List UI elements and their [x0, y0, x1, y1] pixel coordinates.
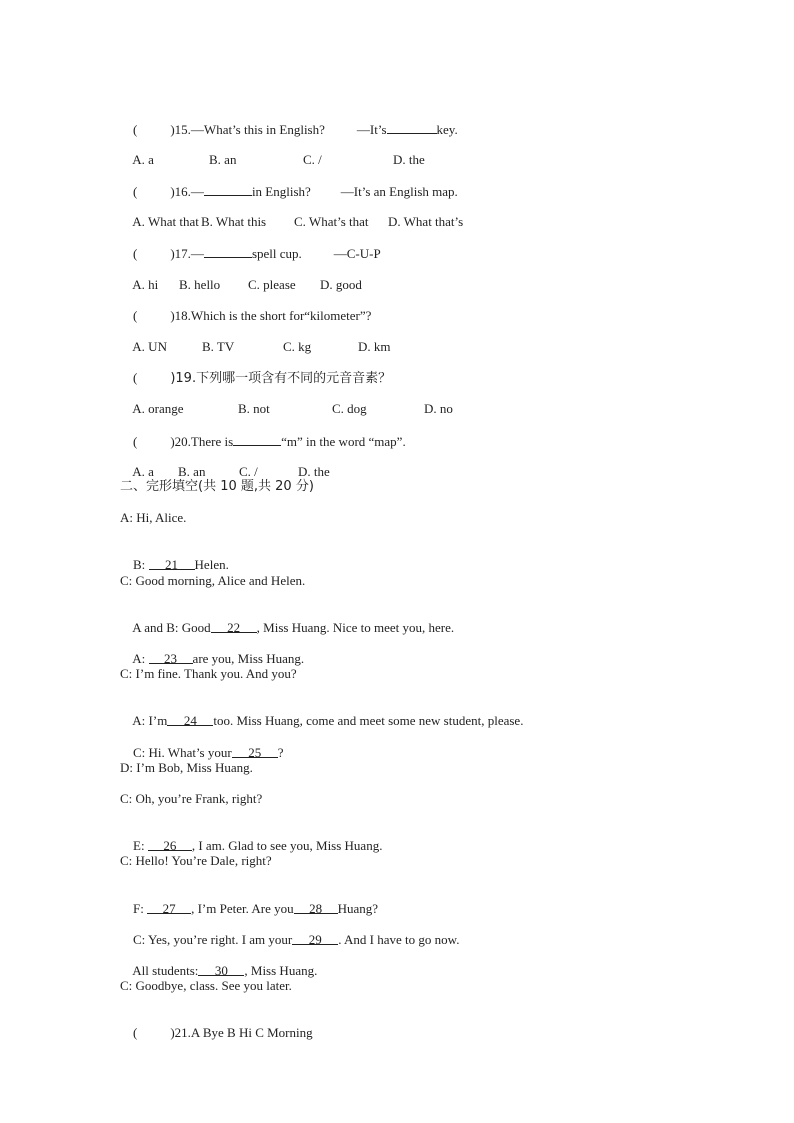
fill-blank[interactable]	[233, 433, 281, 446]
question-21	[120, 1009, 313, 1057]
answer-paren-open: (	[133, 184, 138, 199]
dialogue-line: C: Yes, you’re right. I am your 29 . And I have to go now.	[133, 932, 460, 947]
dialogue-line: All students: 30 , Miss Huang.	[132, 963, 318, 978]
question-text: )17.—	[170, 246, 204, 261]
dialogue-line: B: 21 Helen.	[133, 557, 229, 572]
answer-text: —C-U-P	[333, 246, 381, 261]
option-b: B. TV	[202, 339, 235, 354]
blank-29[interactable]: 29	[292, 932, 338, 945]
dialogue-line: E: 26 , I am. Glad to see you, Miss Huang.	[133, 838, 383, 853]
answer-text: —It’s	[356, 122, 387, 137]
option-b: B. not	[238, 401, 270, 416]
dialogue-line: A: 23 are you, Miss Huang.	[132, 651, 305, 666]
option-c: C. dog	[332, 401, 367, 416]
blank-24[interactable]: 24	[167, 713, 213, 726]
question-tail: key.	[436, 122, 458, 137]
dialogue-line: C: Hi. What’s your 25 ?	[133, 745, 284, 760]
dialogue-line: C: Good morning, Alice and Helen.	[120, 573, 306, 588]
dialogue-line: A: I’m 24 too. Miss Huang, come and meet some new student, please.	[132, 713, 524, 728]
question-text: )16.—	[170, 184, 204, 199]
blank-26[interactable]: 26	[148, 838, 192, 851]
question-text: )18.Which is the short for“kilometer”?	[170, 308, 372, 323]
blank-30[interactable]: 30	[198, 963, 244, 976]
section-heading: 二、完形填空(共 10 题,共 20 分)	[120, 479, 314, 494]
option-a: A. UN	[132, 339, 167, 354]
dialogue-line: D: I’m Bob, Miss Huang.	[120, 760, 253, 775]
answer-paren-open: (	[133, 370, 138, 385]
option-c: C. What’s that	[294, 214, 369, 229]
option-c: C. /	[239, 464, 258, 479]
fill-blank[interactable]	[387, 121, 437, 134]
question-tail: spell cup.	[251, 246, 302, 261]
option-b: B. hello	[179, 277, 221, 292]
blank-21[interactable]: 21	[149, 557, 195, 570]
question-text: )21.A Bye B Hi C Morning	[170, 1025, 313, 1040]
blank-22[interactable]: 22	[211, 620, 257, 633]
answer-paren-open: (	[133, 122, 138, 137]
answer-paren-open: (	[133, 308, 138, 323]
option-a: A. hi	[132, 277, 159, 292]
option-a: A. a	[132, 152, 154, 167]
option-c: C. please	[248, 277, 296, 292]
blank-27[interactable]: 27	[147, 901, 191, 914]
question-tail: in English?	[251, 184, 311, 199]
answer-paren-open: (	[133, 246, 138, 261]
option-d: D. no	[424, 401, 453, 416]
question-text: )20.There is	[170, 434, 234, 449]
question-15	[120, 105, 458, 154]
option-d: D. the	[298, 464, 330, 479]
question-17	[120, 229, 381, 278]
option-c: C. kg	[283, 339, 312, 354]
dialogue-line: F: 27 , I’m Peter. Are you 28 Huang?	[133, 901, 379, 916]
option-d: D. good	[320, 277, 362, 292]
option-a: A. a	[132, 464, 154, 479]
blank-23[interactable]: 23	[149, 651, 193, 664]
option-d: D. km	[358, 339, 391, 354]
answer-paren-open: (	[133, 434, 138, 449]
option-b: B. an	[178, 464, 206, 479]
dialogue-line: C: Goodbye, class. See you later.	[120, 978, 292, 993]
question-text: )19.下列哪一项含有不同的元音音素？	[170, 371, 392, 386]
question-text: )15.—What’s this in English?	[170, 122, 325, 137]
dialogue-line: C: Hello! You’re Dale, right?	[120, 853, 272, 868]
fill-blank[interactable]	[204, 245, 252, 258]
dialogue-line: C: I’m fine. Thank you. And you?	[120, 666, 297, 681]
option-d: D. the	[393, 152, 425, 167]
dialogue-line: A and B: Good 22 , Miss Huang. Nice to meet you, here.	[132, 620, 455, 635]
blank-28[interactable]: 28	[294, 901, 338, 914]
answer-text: —It’s an English map.	[340, 184, 458, 199]
option-b: B. What this	[201, 214, 267, 229]
blank-25[interactable]: 25	[232, 745, 278, 758]
dialogue-line: A: Hi, Alice.	[120, 510, 187, 525]
option-c: C. /	[303, 152, 322, 167]
question-20	[120, 417, 406, 466]
fill-blank[interactable]	[204, 183, 252, 196]
question-tail: “m” in the word “map”.	[281, 434, 406, 449]
option-a: A. orange	[132, 401, 184, 416]
dialogue-line: C: Oh, you’re Frank, right?	[120, 791, 263, 806]
option-d: D. What that’s	[388, 214, 464, 229]
option-a: A. What that	[132, 214, 199, 229]
option-b: B. an	[209, 152, 237, 167]
answer-paren-open: (	[133, 1025, 138, 1040]
